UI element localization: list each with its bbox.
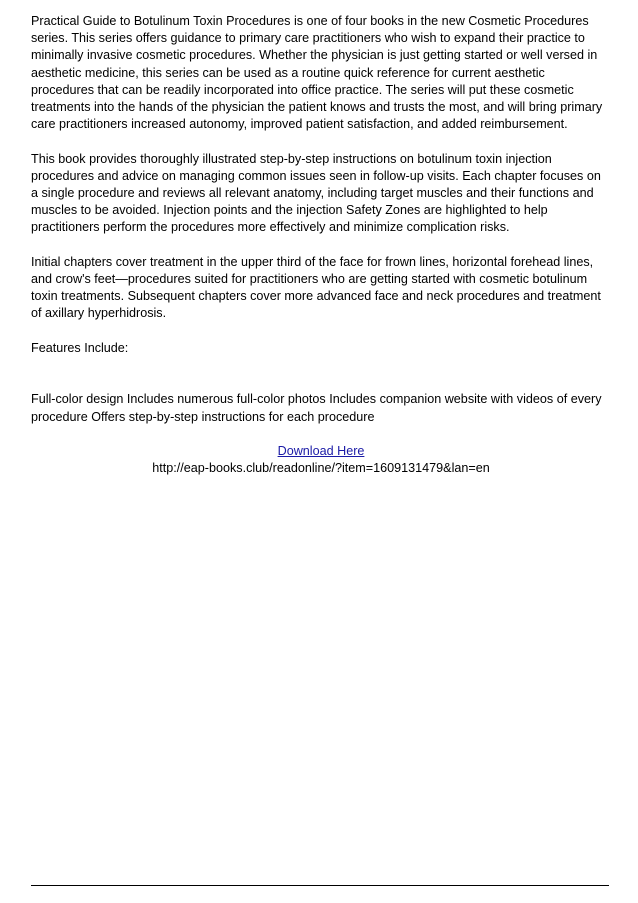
features-list: Full-color design Includes numerous full-color photos Includes companion website with videos of every procedure Offers step-by-step instructions for each procedure xyxy=(31,392,602,424)
blank-line xyxy=(31,374,611,391)
footer-divider xyxy=(31,885,609,886)
download-link[interactable]: Download Here xyxy=(277,443,365,458)
download-section xyxy=(31,443,611,477)
document-body xyxy=(31,13,611,477)
instructions-paragraph: This book provides thoroughly illustrated step-by-step instructions on botulinum toxin injection procedures and advice on managing common issues seen in follow-up visits. Each chapter focuses on a single procedure and reviews all relevant anatomy, including target muscles and their functions and muscles to be avoided. Injection points and the injection Safety Zones are highlighted to help practitioners perform the procedures more effectively and minimize complication risks. xyxy=(31,151,601,235)
features-heading: Features Include: xyxy=(31,340,129,355)
download-url: http://eap-books.club/readonline/?item=1609131479&lan=en xyxy=(152,461,490,476)
intro-paragraph: Practical Guide to Botulinum Toxin Procedures is one of four books in the new Cosmetic Procedures series. This series offers guidance to primary care practitioners who wish to expand their practice to minimally invasive cosmetic procedures. Whether the physician is just getting started or well versed in aesthetic medicine, this series can be used as a routine quick reference for current aesthetic procedures that can be readily incorporated into office practice. The series will put these cosmetic treatments into the hands of the physician the patient knows and trusts the most, and will bring primary care practitioners increased autonomy, improved patient satisfaction, and added reimbursement. xyxy=(31,14,603,132)
chapters-paragraph: Initial chapters cover treatment in the upper third of the face for frown lines, horizontal forehead lines, and crow's feet—procedures suited for practitioners who are getting started with cosmetic botulinum toxin treatments. Subsequent chapters cover more advanced face and neck procedures and treatment of axillary hyperhidrosis. xyxy=(31,254,601,321)
